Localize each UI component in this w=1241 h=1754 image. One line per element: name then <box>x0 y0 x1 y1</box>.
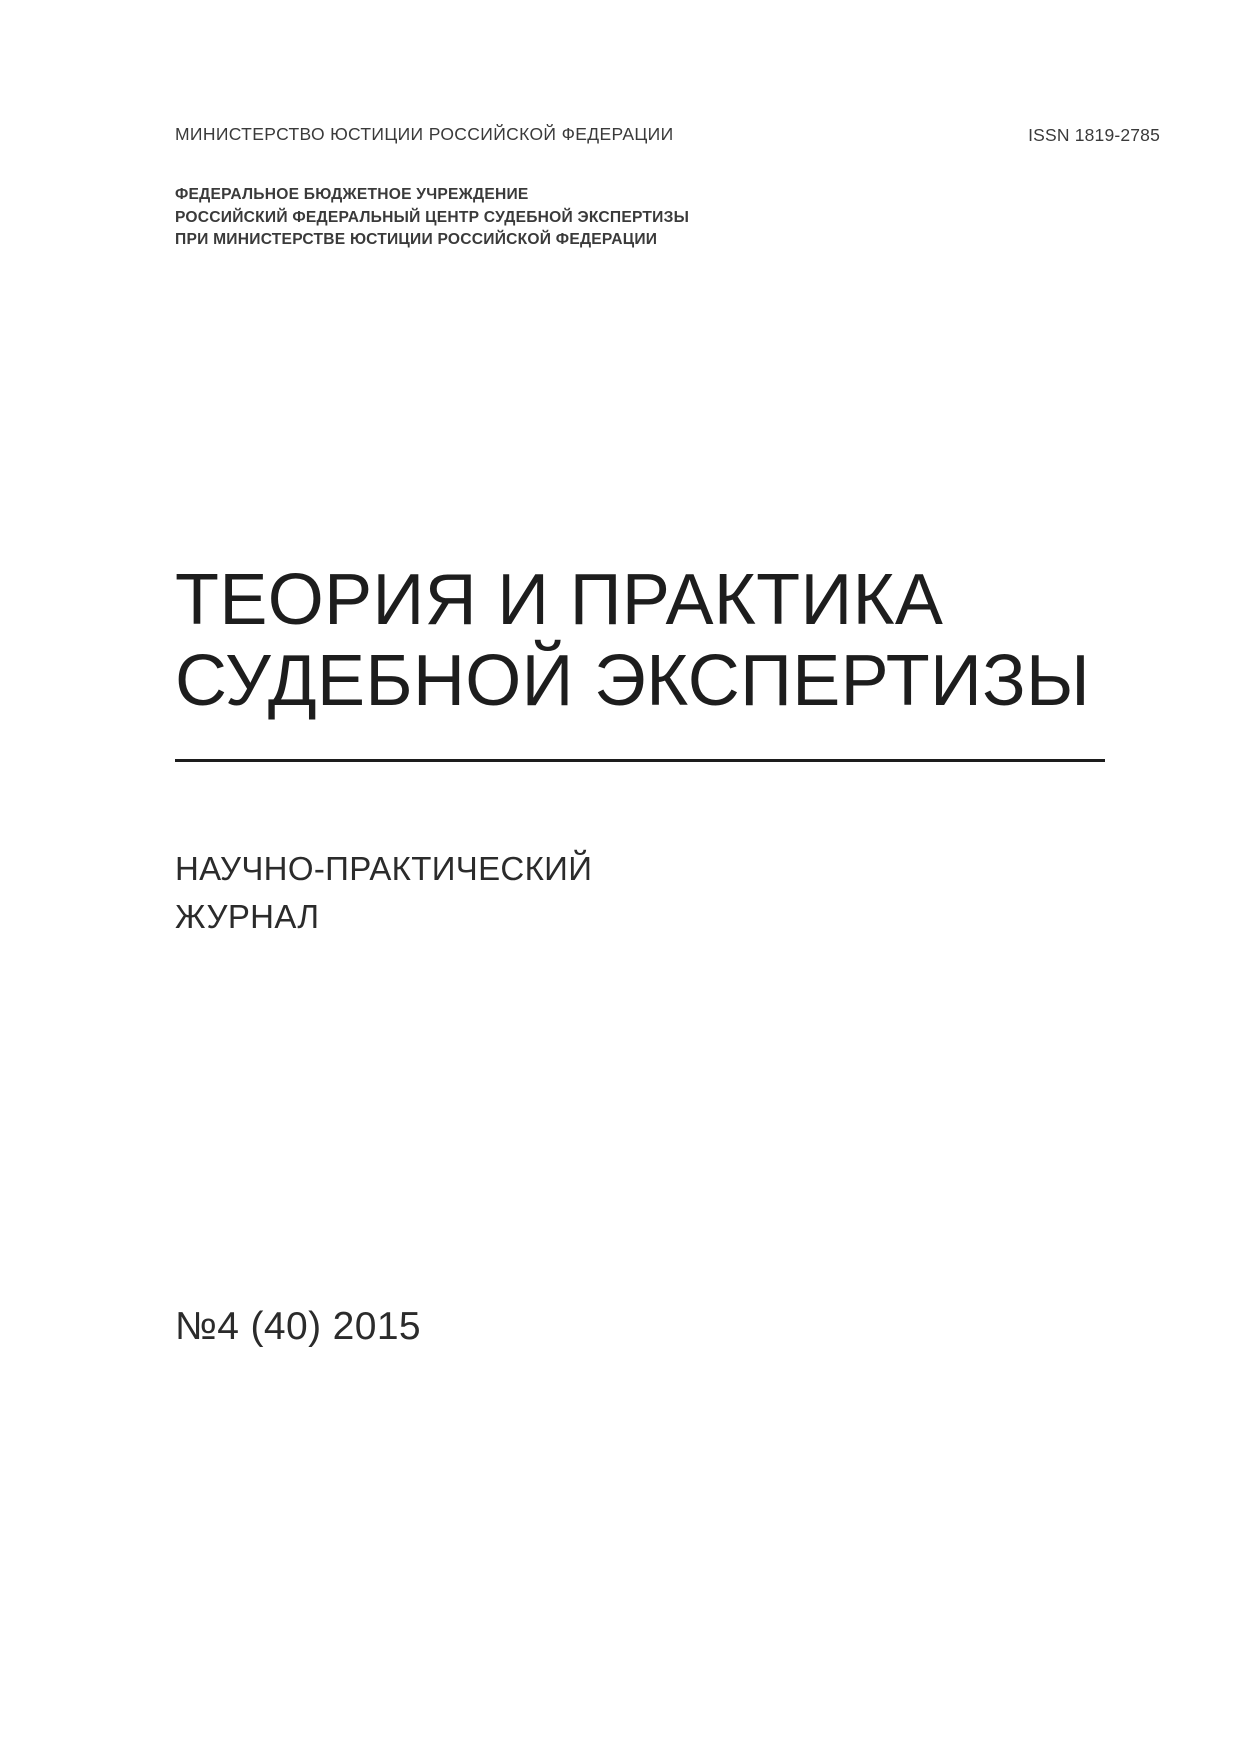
institution-line-1: ФЕДЕРАЛЬНОЕ БЮДЖЕТНОЕ УЧРЕЖДЕНИЕ <box>175 186 529 203</box>
title-line-2: СУДЕБНОЙ ЭКСПЕРТИЗЫ <box>175 641 1091 722</box>
institution-name <box>175 184 1160 252</box>
title-divider <box>175 759 1105 762</box>
subtitle-line-2: ЖУРНАЛ <box>175 897 320 935</box>
ministry-name: МИНИСТЕРСТВО ЮСТИЦИИ РОССИЙСКОЙ ФЕДЕРАЦИИ <box>175 124 674 144</box>
journal-title <box>175 560 1105 762</box>
institution-line-2: РОССИЙСКИЙ ФЕДЕРАЛЬНЫЙ ЦЕНТР СУДЕБНОЙ ЭКСПЕРТИЗЫ <box>175 208 690 226</box>
title-line-1: ТЕОРИЯ И ПРАКТИКА <box>175 560 944 640</box>
institution-line-3: ПРИ МИНИСТЕРСТВЕ ЮСТИЦИИ РОССИЙСКОЙ ФЕДЕРАЦИИ <box>175 231 658 249</box>
subtitle-line-1: НАУЧНО-ПРАКТИЧЕСКИЙ <box>175 850 593 887</box>
issue-number: №4 (40) 2015 <box>175 1305 421 1348</box>
header-top-row <box>175 124 1160 146</box>
journal-subtitle <box>175 845 592 941</box>
issn-number: ISSN 1819-2785 <box>1028 125 1160 145</box>
cover-header <box>175 124 1160 252</box>
